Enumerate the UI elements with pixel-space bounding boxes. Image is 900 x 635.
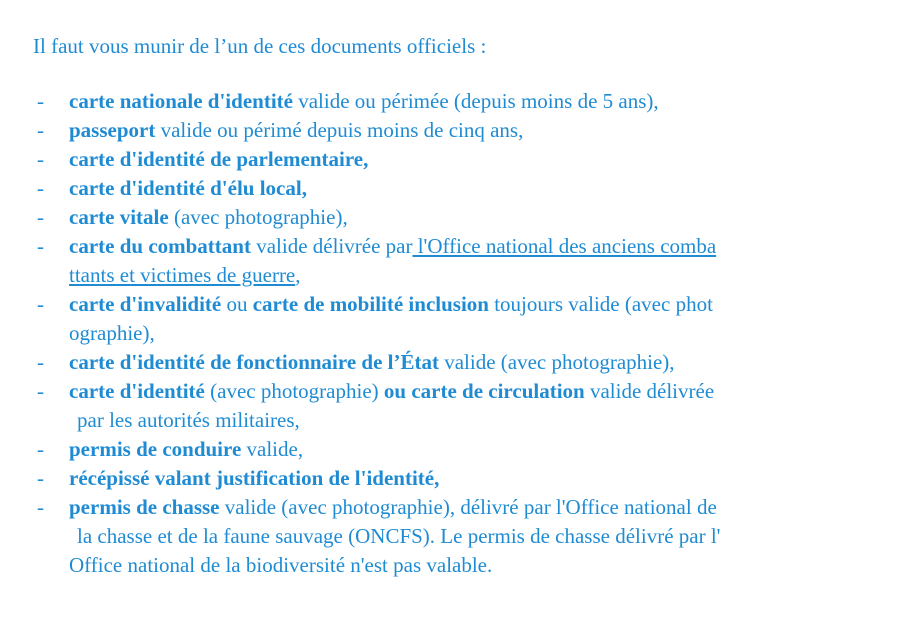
plain-text: valide délivrée par xyxy=(250,234,413,258)
text-line xyxy=(69,232,869,261)
bold-term: carte nationale d'identité xyxy=(69,89,293,113)
list-item-text xyxy=(69,348,869,377)
bold-term: carte d'invalidité xyxy=(69,292,222,316)
list-item xyxy=(0,464,900,493)
bold-term: carte d'identité de fonctionnaire de l’État xyxy=(69,350,439,374)
list-item-text xyxy=(69,87,869,116)
bold-term: carte vitale xyxy=(69,205,169,229)
plain-text: valide (avec photographie), xyxy=(438,350,675,374)
plain-text: ou xyxy=(221,292,253,316)
list-item xyxy=(0,377,900,435)
list-item xyxy=(0,232,900,290)
list-bullet-dash: - xyxy=(37,234,44,258)
plain-text: (avec photographie), xyxy=(168,205,348,229)
text-line xyxy=(69,406,869,435)
text-line xyxy=(69,435,869,464)
text-line xyxy=(69,203,869,232)
intro-text: Il faut vous munir de l’un de ces documents officiels : xyxy=(33,34,487,58)
list-item-text xyxy=(69,435,869,464)
list-bullet-dash: - xyxy=(37,205,44,229)
text-line xyxy=(69,319,869,348)
list-item-text xyxy=(69,290,869,348)
list-item xyxy=(0,435,900,464)
office-link[interactable]: l'Office national des anciens comba xyxy=(412,234,717,258)
document-list xyxy=(0,87,900,580)
office-link[interactable]: ttants et victimes de guerre xyxy=(69,263,296,287)
list-bullet-dash: - xyxy=(37,89,44,113)
list-item-text xyxy=(69,145,869,174)
bold-term: carte d'identité xyxy=(69,379,205,403)
list-bullet-dash: - xyxy=(37,437,44,461)
plain-text: (avec photographie) xyxy=(204,379,384,403)
list-item xyxy=(0,290,900,348)
plain-text: valide ou périmé depuis moins de cinq ans, xyxy=(155,118,524,142)
list-bullet-dash: - xyxy=(37,379,44,403)
list-item xyxy=(0,145,900,174)
list-bullet-dash: - xyxy=(37,147,44,171)
list-bullet-dash: - xyxy=(37,118,44,142)
plain-text: la chasse et de la faune sauvage (ONCFS). Le permis de chasse délivré par l' xyxy=(77,524,721,548)
bold-term: carte du combattant xyxy=(69,234,251,258)
plain-text: Office national de la biodiversité n'est pas valable. xyxy=(69,553,493,577)
list-item-text xyxy=(69,493,869,580)
list-item-text xyxy=(69,232,869,290)
plain-text: par les autorités militaires, xyxy=(77,408,300,432)
list-item-text xyxy=(69,174,869,203)
list-item xyxy=(0,174,900,203)
list-bullet-dash: - xyxy=(37,176,44,200)
plain-text: ographie), xyxy=(69,321,155,345)
list-item xyxy=(0,87,900,116)
plain-text: valide ou périmée (depuis moins de 5 ans), xyxy=(292,89,659,113)
bold-term: permis de chasse xyxy=(69,495,220,519)
text-line xyxy=(69,290,869,319)
text-line xyxy=(69,464,869,493)
text-line xyxy=(69,522,869,551)
list-item xyxy=(0,203,900,232)
text-line xyxy=(69,116,869,145)
list-item xyxy=(0,348,900,377)
bold-term: carte d'identité d'élu local, xyxy=(69,176,307,200)
plain-text: , xyxy=(295,263,301,287)
bold-term: passeport xyxy=(69,118,156,142)
list-item xyxy=(0,116,900,145)
plain-text: valide (avec photographie), délivré par l'Office national de xyxy=(219,495,717,519)
bold-term: permis de conduire xyxy=(69,437,242,461)
text-line xyxy=(69,493,869,522)
plain-text: valide délivrée xyxy=(584,379,715,403)
text-line xyxy=(69,145,869,174)
list-item-text xyxy=(69,377,869,435)
text-line xyxy=(69,377,869,406)
text-line xyxy=(69,87,869,116)
bold-term: récépissé valant justification de l'identité, xyxy=(69,466,440,490)
list-bullet-dash: - xyxy=(37,495,44,519)
bold-term: ou carte de circulation xyxy=(383,379,585,403)
plain-text: toujours valide (avec phot xyxy=(488,292,713,316)
list-item xyxy=(0,493,900,580)
list-bullet-dash: - xyxy=(37,466,44,490)
text-line xyxy=(69,348,869,377)
list-bullet-dash: - xyxy=(37,350,44,374)
list-item-text xyxy=(69,116,869,145)
text-line xyxy=(69,261,869,290)
text-line xyxy=(69,551,869,580)
list-bullet-dash: - xyxy=(37,292,44,316)
bold-term: carte d'identité de parlementaire, xyxy=(69,147,369,171)
text-line xyxy=(69,174,869,203)
plain-text: valide, xyxy=(241,437,304,461)
list-item-text xyxy=(69,203,869,232)
list-item-text xyxy=(69,464,869,493)
bold-term: carte de mobilité inclusion xyxy=(252,292,489,316)
